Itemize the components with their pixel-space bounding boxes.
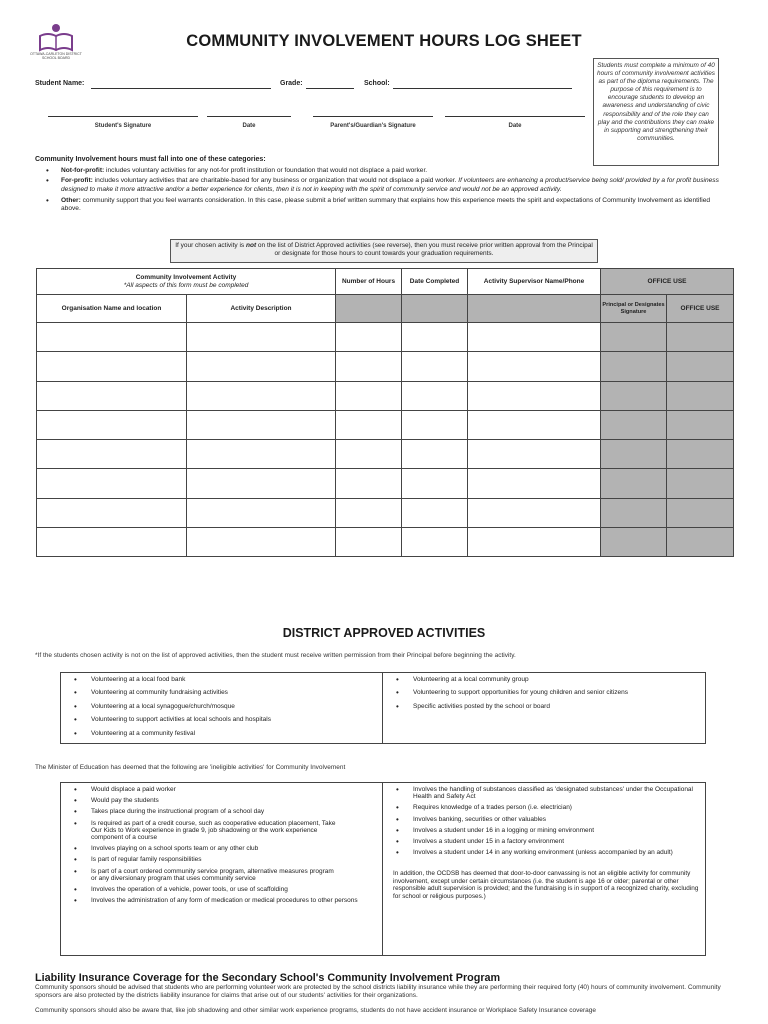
log-entry-cell[interactable] [187, 528, 336, 557]
log-entry-cell[interactable] [468, 352, 601, 381]
liability-title: Liability Insurance Coverage for the Secondary School's Community Involvement Program [35, 972, 501, 984]
log-entry-cell[interactable] [37, 528, 187, 557]
supervisor-header: Activity Supervisor Name/Phone [468, 269, 601, 295]
list-item: • Requires knowledge of a trades person (i.e. electrician) [393, 804, 699, 811]
log-entry-cell[interactable] [187, 352, 336, 381]
office-use-cell [667, 410, 734, 439]
office-use-cell [601, 323, 667, 352]
log-entry-cell[interactable] [187, 498, 336, 527]
log-entry-cell[interactable] [402, 410, 468, 439]
ineligible-right-column [383, 783, 705, 955]
logo-text: OTTAWA-CARLETON DISTRICT SCHOOL BOARD [30, 52, 82, 60]
requirement-note-box: Students must complete a minimum of 40 hours of community involvement activities as part of the diploma requirements. The purpose of this requirement is to encourage students to develop an awareness and understanding of civic responsibility and of the role they can play and the contributions they can make in supporting and strengthening their communities. [593, 58, 719, 166]
header-cell [336, 295, 402, 323]
student-date-field[interactable] [207, 116, 291, 117]
student-signature-field[interactable] [48, 116, 198, 117]
list-item: • Specific activities posted by the school or board [393, 703, 699, 711]
student-name-field[interactable] [91, 88, 271, 89]
log-entry-cell[interactable] [187, 323, 336, 352]
list-item [35, 197, 725, 214]
log-entry-cell[interactable] [336, 381, 402, 410]
log-entry-cell[interactable] [336, 352, 402, 381]
category-text: includes voluntary activities for any not-for profit institution or foundation that would not displace a paid worker. [104, 167, 428, 174]
ineligible-list-left [71, 786, 376, 904]
log-entry-cell[interactable] [402, 528, 468, 557]
list-item: • Volunteering to support opportunities for young children and senior citizens [393, 689, 699, 697]
table-row [37, 381, 734, 410]
list-item: • Volunteering at a local synagogue/church/mosque [71, 703, 376, 711]
log-entry-cell[interactable] [336, 498, 402, 527]
office-use-cell [667, 528, 734, 557]
student-signature-label: Student's Signature [94, 123, 152, 129]
log-entry-cell[interactable] [468, 498, 601, 527]
warning-text-1: If your chosen activity is [175, 242, 246, 249]
office-use-cell [667, 498, 734, 527]
liability-paragraph-1: Community sponsors should be advised that students who are performing volunteer work are protected by the school districts liability insurance while they are performing their required forty (40) hours of community involvement. Community sponsors are also protected by the districts liability insurance for claims that arise out of our students' activities for their organizations. [35, 984, 721, 999]
parent-signature-label: Parent's/Guardian's Signature [330, 123, 416, 129]
log-entry-cell[interactable] [187, 410, 336, 439]
description-header: Activity Description [187, 295, 336, 323]
header-cell [402, 295, 468, 323]
list-item: • Involves playing on a school sports team or any other club [71, 845, 376, 852]
liability-paragraph-2: Community sponsors should also be aware that, like job shadowing and other similar work experience programs, students do not have accident insurance or Workplace Safety Insurance coverage [35, 1007, 596, 1014]
office-use-cell [667, 440, 734, 469]
list-item: • Volunteering at a community festival [71, 730, 376, 738]
category-term: Not-for-profit: [61, 167, 105, 174]
list-item: • Volunteering at community fundraising activities [71, 689, 376, 697]
date-label: Date [242, 123, 256, 129]
list-item [35, 167, 725, 175]
table-row [37, 440, 734, 469]
office-use-cell [601, 410, 667, 439]
category-term: For-profit: [61, 177, 93, 185]
list-item: • Volunteering at a local community group [393, 676, 699, 684]
log-entry-cell[interactable] [37, 410, 187, 439]
school-label: School: [364, 80, 390, 87]
list-item: • Is part of regular family responsibilities [71, 856, 376, 863]
hours-header: Number of Hours [336, 269, 402, 295]
category-term: Other: [61, 196, 81, 204]
category-italic-text: If volunteers are enhancing a product/service being sold/ provided by a for profit business designed to make it more attractive and/or a better experience for clients, then it is not in keeping with the spirit of community service and would not be an approved activity. [61, 177, 719, 193]
log-entry-cell[interactable] [468, 381, 601, 410]
log-entry-cell[interactable] [336, 323, 402, 352]
table-row [37, 410, 734, 439]
approval-warning [170, 239, 598, 263]
log-entry-cell[interactable] [37, 498, 187, 527]
liability-text [35, 984, 735, 1015]
office-use-cell [601, 381, 667, 410]
activity-header [37, 269, 336, 295]
office-use-cell [667, 323, 734, 352]
office-use-header: OFFICE USE [601, 269, 734, 295]
list-item: • Is part of a court ordered community service program, alternative measures program or any diversionary program that uses community service [71, 868, 376, 882]
office-use-cell [667, 469, 734, 498]
table-row [37, 498, 734, 527]
category-text: community support that you feel warrants consideration. In this case, please submit a brief written summary that explains how this experience meets the spirit and expectations of Community Involvement as identified above. [61, 196, 711, 213]
log-entry-cell[interactable] [187, 469, 336, 498]
log-entry-cell[interactable] [468, 528, 601, 557]
list-item: • Volunteering to support activities at local schools and hospitals [71, 716, 376, 724]
hours-log-table [36, 268, 734, 557]
date-label: Date [508, 123, 522, 129]
activity-subheader: *All aspects of this form must be completed [123, 281, 249, 289]
office-use-cell [667, 352, 734, 381]
log-entry-cell[interactable] [402, 498, 468, 527]
page-title: COMMUNITY INVOLVEMENT HOURS LOG SHEET [186, 32, 582, 50]
office-use-cell [601, 528, 667, 557]
log-entry-cell[interactable] [402, 352, 468, 381]
office-use-cell [667, 381, 734, 410]
log-entry-cell[interactable] [187, 381, 336, 410]
log-entry-cell[interactable] [468, 440, 601, 469]
approved-list-left [71, 676, 376, 738]
list-item: • Involves a student under 16 in a logging or mining environment [393, 827, 699, 834]
log-entry-cell[interactable] [336, 469, 402, 498]
district-approved-title: DISTRICT APPROVED ACTIVITIES [282, 626, 486, 640]
log-entry-cell[interactable] [336, 440, 402, 469]
list-item: • Involves a student under 14 in any working environment (unless accompanied by an adult) [393, 849, 699, 856]
warning-emphasis: not [246, 242, 257, 249]
log-entry-cell[interactable] [37, 352, 187, 381]
log-entry-cell[interactable] [37, 323, 187, 352]
table-row [37, 528, 734, 557]
parent-date-field[interactable] [445, 116, 585, 117]
list-item: • Would pay the students [71, 797, 376, 804]
warning-text-2: on the list of District Approved activities (see reverse), then you must receive prior written approval from the Principal or designate for those hours to count towards your graduation requirements. [256, 242, 593, 258]
grade-field[interactable] [306, 88, 354, 89]
categories-intro: Community Involvement hours must fall into one of these categories: [35, 156, 266, 163]
approved-list-right [393, 676, 699, 711]
ineligible-list-right [393, 786, 699, 856]
table-row [37, 323, 734, 352]
log-entry-cell[interactable] [402, 440, 468, 469]
log-entry-cell[interactable] [336, 410, 402, 439]
log-entry-cell[interactable] [37, 440, 187, 469]
list-item: • Would displace a paid worker [71, 786, 376, 793]
table-row [37, 469, 734, 498]
list-item: • Is required as part of a credit course, such as cooperative education placement, Take Our Kids to Work experience in grade 9, job shadowing or the work experience component of a course [71, 820, 376, 842]
log-entry-cell[interactable] [336, 528, 402, 557]
log-entry-cell[interactable] [402, 323, 468, 352]
activity-header-label: Community Involvement Activity [135, 273, 237, 281]
log-entry-cell[interactable] [37, 381, 187, 410]
ineligible-left-column [61, 783, 383, 955]
categories-list [35, 167, 725, 215]
canvassing-note: In addition, the OCDSB has deemed that door-to-door canvassing is not an eligible activity for community involvement, except under certain circumstances (i.e. the student is age 16 or older; parental or other responsible adult supervision is provided; and the fundraising is in support of a recognized charity, excluding for school or religious purposes.) [393, 870, 699, 900]
log-entry-cell[interactable] [468, 323, 601, 352]
list-item: • Involves the operation of a vehicle, power tools, or use of scaffolding [71, 886, 376, 893]
office-use-cell [601, 469, 667, 498]
list-item: • Takes place during the instructional program of a school day [71, 808, 376, 815]
ineligible-activities-box [60, 782, 706, 956]
office-use-cell [601, 498, 667, 527]
approved-left-column [61, 673, 383, 743]
office-use-cell [601, 352, 667, 381]
office-use-header-2: OFFICE USE [667, 295, 734, 323]
list-item: • Involves the handling of substances classified as 'designated substances' under the Occupational Health and Safety Act [393, 786, 699, 800]
date-completed-header: Date Completed [402, 269, 468, 295]
student-name-label: Student Name: [35, 80, 85, 87]
list-item: • Involves the administration of any form of medication or medical procedures to other persons [71, 897, 376, 904]
log-entry-cell[interactable] [402, 469, 468, 498]
school-field[interactable] [393, 88, 572, 89]
log-entry-cell[interactable] [402, 381, 468, 410]
grade-label: Grade: [280, 80, 303, 87]
log-entry-cell[interactable] [37, 469, 187, 498]
approved-right-column [383, 673, 705, 743]
list-item: • Involves banking, securities or other valuables [393, 816, 699, 823]
list-item [35, 177, 725, 194]
list-item: • Volunteering at a local food bank [71, 676, 376, 684]
header-cell [468, 295, 601, 323]
ineligible-intro: The Minister of Education has deemed that the following are 'ineligible activities' for Community Involvement [35, 764, 346, 771]
category-text: includes voluntary activities that are charitable-based for any business or organization that would not displace a paid worker. [92, 177, 459, 185]
list-item: • Involves a student under 15 in a factory environment [393, 838, 699, 845]
table-row [37, 352, 734, 381]
approved-activities-box [60, 672, 706, 744]
log-entry-cell[interactable] [187, 440, 336, 469]
log-entry-cell[interactable] [468, 410, 601, 439]
district-note: *If the students chosen activity is not on the list of approved activities, then the student must receive written permission from their Principal before beginning the activity. [35, 652, 516, 659]
log-entry-cell[interactable] [468, 469, 601, 498]
parent-signature-field[interactable] [313, 116, 433, 117]
principal-signature-header: Principal or Designates Signature [601, 295, 667, 323]
org-header: Organisation Name and location [37, 295, 187, 323]
office-use-cell [601, 440, 667, 469]
